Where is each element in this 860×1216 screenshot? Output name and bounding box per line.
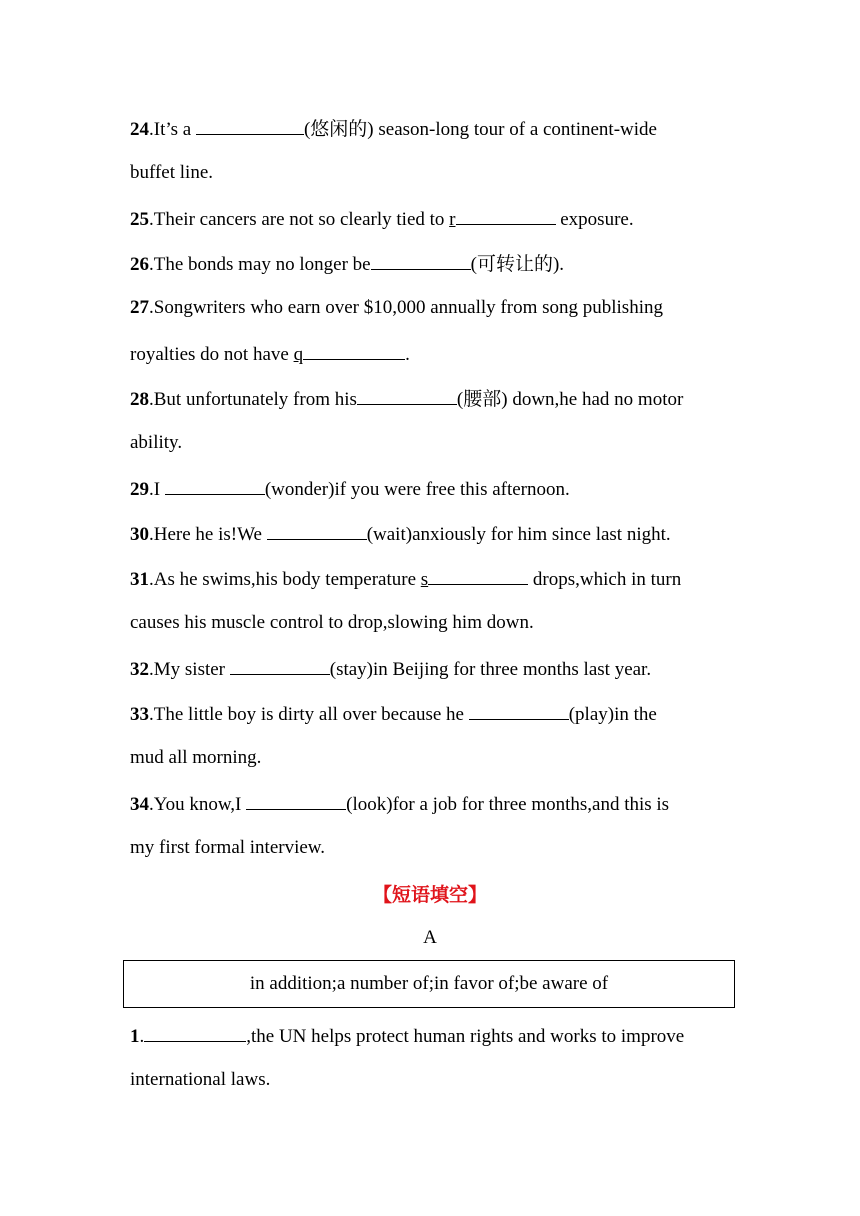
question-number: 29 bbox=[130, 479, 149, 500]
section-title: 【短语填空】 bbox=[372, 884, 487, 906]
question-text: .But unfortunately from his bbox=[149, 389, 357, 410]
question-number: 32 bbox=[130, 659, 149, 680]
question-text: drops,which in turn bbox=[528, 569, 682, 590]
question-text: (可转让的). bbox=[470, 254, 565, 275]
question-34-continuation: my first formal interview. bbox=[130, 837, 326, 858]
question-text: .My sister bbox=[149, 659, 230, 680]
question-25 bbox=[130, 206, 634, 232]
question-27 bbox=[130, 296, 663, 320]
question-text: ,the UN helps protect human rights and works to improve bbox=[246, 1026, 685, 1047]
question-text: .The little boy is dirty all over because he bbox=[149, 704, 469, 725]
question-32 bbox=[130, 656, 651, 682]
question-26 bbox=[130, 251, 564, 277]
answer-blank[interactable] bbox=[267, 521, 367, 540]
question-30 bbox=[130, 521, 671, 547]
question-text: (悠闲的) season-long tour of a continent-wide bbox=[303, 119, 657, 140]
question-number: 25 bbox=[130, 209, 149, 230]
answer-blank[interactable] bbox=[230, 656, 330, 675]
answer-blank[interactable] bbox=[428, 566, 528, 585]
question-text: .Their cancers are not so clearly tied to bbox=[149, 209, 450, 230]
answer-blank[interactable] bbox=[456, 206, 556, 225]
question-text: (play)in the bbox=[568, 704, 657, 725]
question-number: 34 bbox=[130, 794, 149, 815]
question-number: 28 bbox=[130, 389, 149, 410]
question-31 bbox=[130, 566, 681, 592]
phrase-question-1-continuation: international laws. bbox=[130, 1069, 271, 1090]
question-text: . bbox=[405, 344, 410, 365]
question-text: .You know,I bbox=[149, 794, 247, 815]
question-number: 26 bbox=[130, 254, 149, 275]
hint-letter: s bbox=[420, 569, 429, 590]
question-number: 24 bbox=[130, 119, 149, 140]
question-24-continuation: buffet line. bbox=[130, 162, 214, 183]
question-text: (look)for a job for three months,and this is bbox=[346, 794, 670, 815]
question-24 bbox=[130, 116, 657, 142]
answer-blank[interactable] bbox=[371, 251, 471, 270]
question-text: (腰部) down,he had no motor bbox=[456, 389, 684, 410]
question-33-continuation: mud all morning. bbox=[130, 747, 262, 768]
question-31-continuation: causes his muscle control to drop,slowing him down. bbox=[130, 612, 534, 633]
question-text: (stay)in Beijing for three months last year. bbox=[329, 659, 652, 680]
answer-blank[interactable] bbox=[165, 476, 265, 495]
question-29 bbox=[130, 476, 570, 502]
question-text: .It’s a bbox=[149, 119, 196, 140]
question-text: .I bbox=[149, 479, 165, 500]
part-letter: A bbox=[423, 927, 437, 948]
question-text: .Songwriters who earn over $10,000 annually from song publishing bbox=[149, 297, 663, 318]
phrase-word-box bbox=[123, 960, 735, 1008]
question-text: exposure. bbox=[555, 209, 634, 230]
answer-blank[interactable] bbox=[357, 386, 457, 405]
question-27-continuation bbox=[130, 341, 410, 367]
answer-blank[interactable] bbox=[469, 701, 569, 720]
question-number: 1 bbox=[130, 1026, 140, 1047]
question-number: 30 bbox=[130, 524, 149, 545]
question-number: 31 bbox=[130, 569, 149, 590]
question-28-continuation: ability. bbox=[130, 432, 183, 453]
question-number: 27 bbox=[130, 297, 149, 318]
hint-letter: q bbox=[293, 344, 304, 365]
question-34 bbox=[130, 791, 669, 817]
answer-blank[interactable] bbox=[196, 116, 304, 135]
question-text: (wonder)if you were free this afternoon. bbox=[264, 479, 570, 500]
question-text: .The bonds may no longer be bbox=[149, 254, 371, 275]
answer-blank[interactable] bbox=[144, 1023, 246, 1042]
question-text: royalties do not have bbox=[130, 344, 294, 365]
question-text: .As he swims,his body temperature bbox=[149, 569, 421, 590]
hint-letter: r bbox=[449, 209, 456, 230]
question-text: .Here he is!We bbox=[149, 524, 267, 545]
question-number: 33 bbox=[130, 704, 149, 725]
question-33 bbox=[130, 701, 657, 727]
phrase-question-1 bbox=[130, 1023, 684, 1049]
phrase-options: in addition;a number of;in favor of;be aware of bbox=[249, 973, 609, 994]
answer-blank[interactable] bbox=[303, 341, 405, 360]
question-text: (wait)anxiously for him since last night. bbox=[366, 524, 671, 545]
question-text: . bbox=[139, 1026, 145, 1047]
answer-blank[interactable] bbox=[246, 791, 346, 810]
question-28 bbox=[130, 386, 683, 412]
